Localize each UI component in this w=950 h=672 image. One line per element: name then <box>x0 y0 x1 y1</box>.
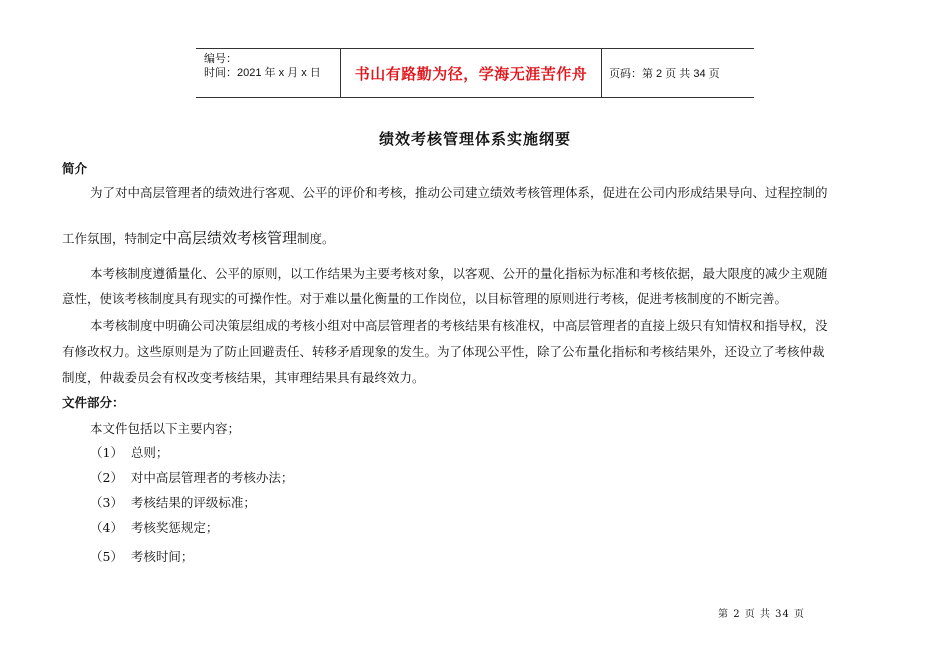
number-label: 编号： <box>204 53 237 65</box>
list-item <box>90 441 168 465</box>
list-item-text: 对中高层管理者的考核办法； <box>130 470 294 485</box>
list-item-number: （2） <box>90 470 123 485</box>
list-item <box>90 466 293 490</box>
files-intro: 本文件包括以下主要内容； <box>90 421 241 436</box>
page-footer: 第 2 页 共 34 页 <box>718 609 805 620</box>
list-item-text: 总则； <box>130 445 169 460</box>
page-header <box>196 48 754 98</box>
files-heading: 文件部分： <box>62 395 125 410</box>
list-item-number: （5） <box>90 549 123 564</box>
intro-p1-line2-b: 制度。 <box>297 231 335 246</box>
motto-text: 书山有路勤为径，学海无涯苦作舟 <box>354 64 588 83</box>
intro-p2-line1: 本考核制度遵循量化、公平的原则，以工作结果为主要考核对象，以客观、公开的量化指标为标准和考核依据，最大限度的减少主观随 <box>90 266 828 281</box>
intro-p1-line2 <box>62 226 335 251</box>
list-item-number: （4） <box>90 520 123 535</box>
list-item <box>90 491 256 515</box>
intro-p1-line1: 为了对中高层管理者的绩效进行客观、公平的评价和考核，推动公司建立绩效考核管理体系，促进在公司内形成结果导向、过程控制的 <box>90 185 828 200</box>
list-item-number: （1） <box>90 445 123 460</box>
header-page-code <box>602 49 754 97</box>
intro-p3-line3: 制度，仲裁委员会有权改变考核结果，其审理结果具有最终效力。 <box>62 370 425 385</box>
list-item-text: 考核结果的评级标准； <box>130 495 256 510</box>
intro-p1-line2-a: 工作氛围，特制定 <box>62 231 163 246</box>
intro-p3-line2: 有修改权力。这些原则是为了防止回避责任、转移矛盾现象的发生。为了体现公平性，除了公布量化指标和考核结果外，还设立了考核仲裁 <box>62 344 825 359</box>
list-item <box>90 516 218 540</box>
list-item-number: （3） <box>90 495 123 510</box>
intro-p1-line2-emphasis: 中高层绩效考核管理 <box>162 229 298 247</box>
list-item <box>90 545 193 569</box>
intro-p2-line2: 意性，使该考核制度具有现实的可操作性。对于难以量化衡量的工作岗位，以目标管理的原则进行考核，促进考核制度的不断完善。 <box>62 291 788 306</box>
intro-p3-line1: 本考核制度中明确公司决策层组成的考核小组对中高层管理者的考核结果有核准权，中高层管理者的直接上级只有知情权和指导权，没 <box>90 318 828 333</box>
list-item-text: 考核时间； <box>130 549 194 564</box>
intro-heading: 简介 <box>62 161 88 176</box>
header-meta <box>196 49 340 97</box>
time-label: 时间：2021 年 x 月 x 日 <box>204 67 321 79</box>
document-title: 绩效考核管理体系实施纲要 <box>378 130 571 148</box>
list-item-text: 考核奖惩规定； <box>130 520 219 535</box>
page-code-text: 页码：第 2 页 共 34 页 <box>609 68 720 80</box>
header-motto <box>340 49 602 97</box>
